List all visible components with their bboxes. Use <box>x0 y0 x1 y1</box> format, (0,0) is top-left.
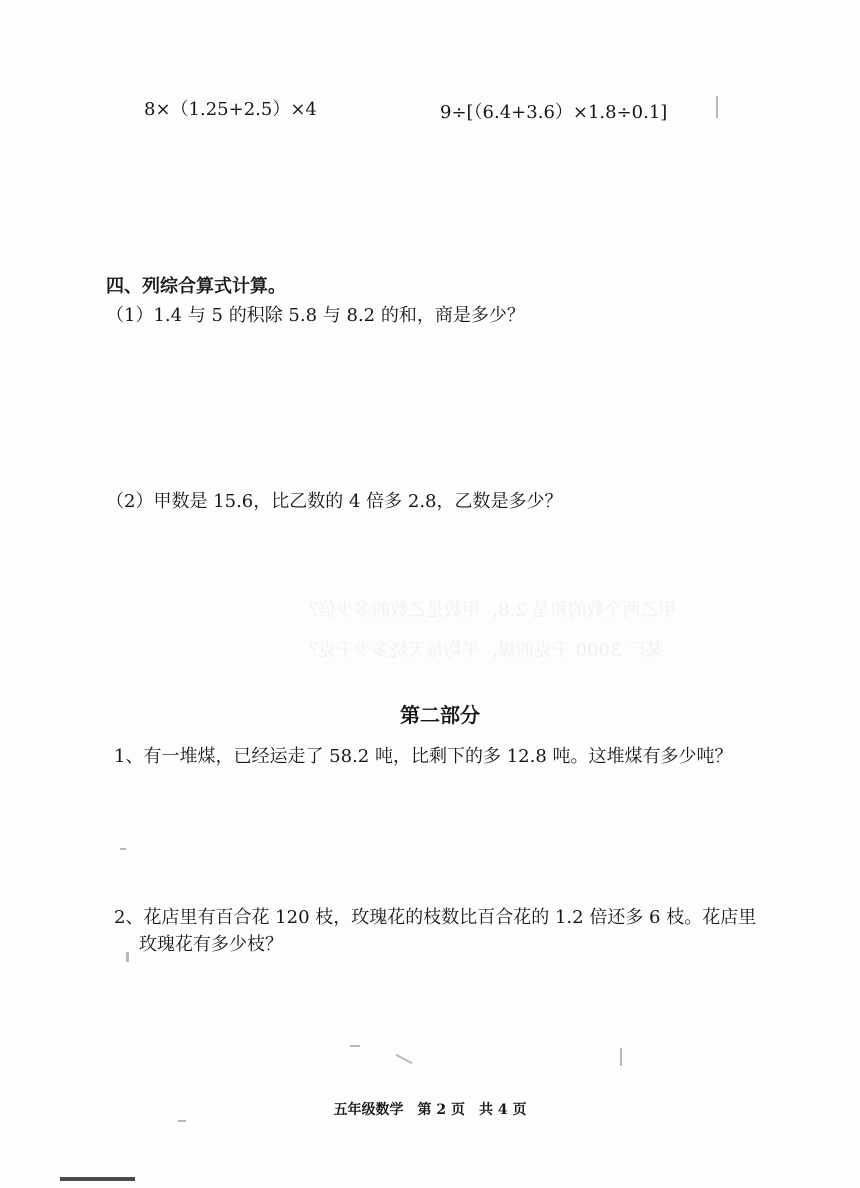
scan-mark <box>716 96 718 118</box>
section-four-question-2: （2）甲数是 15.6，比乙数的 4 倍多 2.8，乙数是多少？ <box>106 491 563 512</box>
page-footer: 五年级数学 第 2 页 共 4 页 <box>333 1102 527 1118</box>
scan-mark <box>396 1054 413 1064</box>
scan-mark <box>178 1120 186 1122</box>
part-two-question-2: 2、花店里有百合花 120 枝，玫瑰花的枝数比百合花的 1.2 倍还多 6 枝。花店里 <box>114 907 757 928</box>
calc-problem-1: 8×（1.25+2.5）×4 <box>144 99 317 120</box>
section-four-question-1: （1）1.4 与 5 的积除 5.8 与 8.2 的和，商是多少？ <box>106 305 525 326</box>
bleed-through-text: 甲乙两个数的和是 2.8，甲数是乙数的多少倍？ <box>300 600 677 621</box>
part-two-question-2-continued: 玫瑰花有多少枝？ <box>139 934 283 955</box>
scan-mark <box>620 1048 622 1066</box>
scan-mark <box>350 1045 360 1047</box>
scan-mark <box>120 848 126 850</box>
section-four-heading: 四、列综合算式计算。 <box>106 276 286 297</box>
part-two-heading: 第二部分 <box>400 703 480 727</box>
scan-mark <box>126 952 129 962</box>
part-two-question-1: 1、有一堆煤，已经运走了 58.2 吨，比剩下的多 12.8 吨。这堆煤有多少吨？ <box>114 746 733 767</box>
scan-mark <box>60 1177 135 1181</box>
calc-problem-2: 9÷[（6.4+3.6）×1.8÷0.1] <box>440 102 668 123</box>
bleed-through-text: 某厂 3000 千克的煤，平均每天烧多少千克？ <box>300 640 664 661</box>
